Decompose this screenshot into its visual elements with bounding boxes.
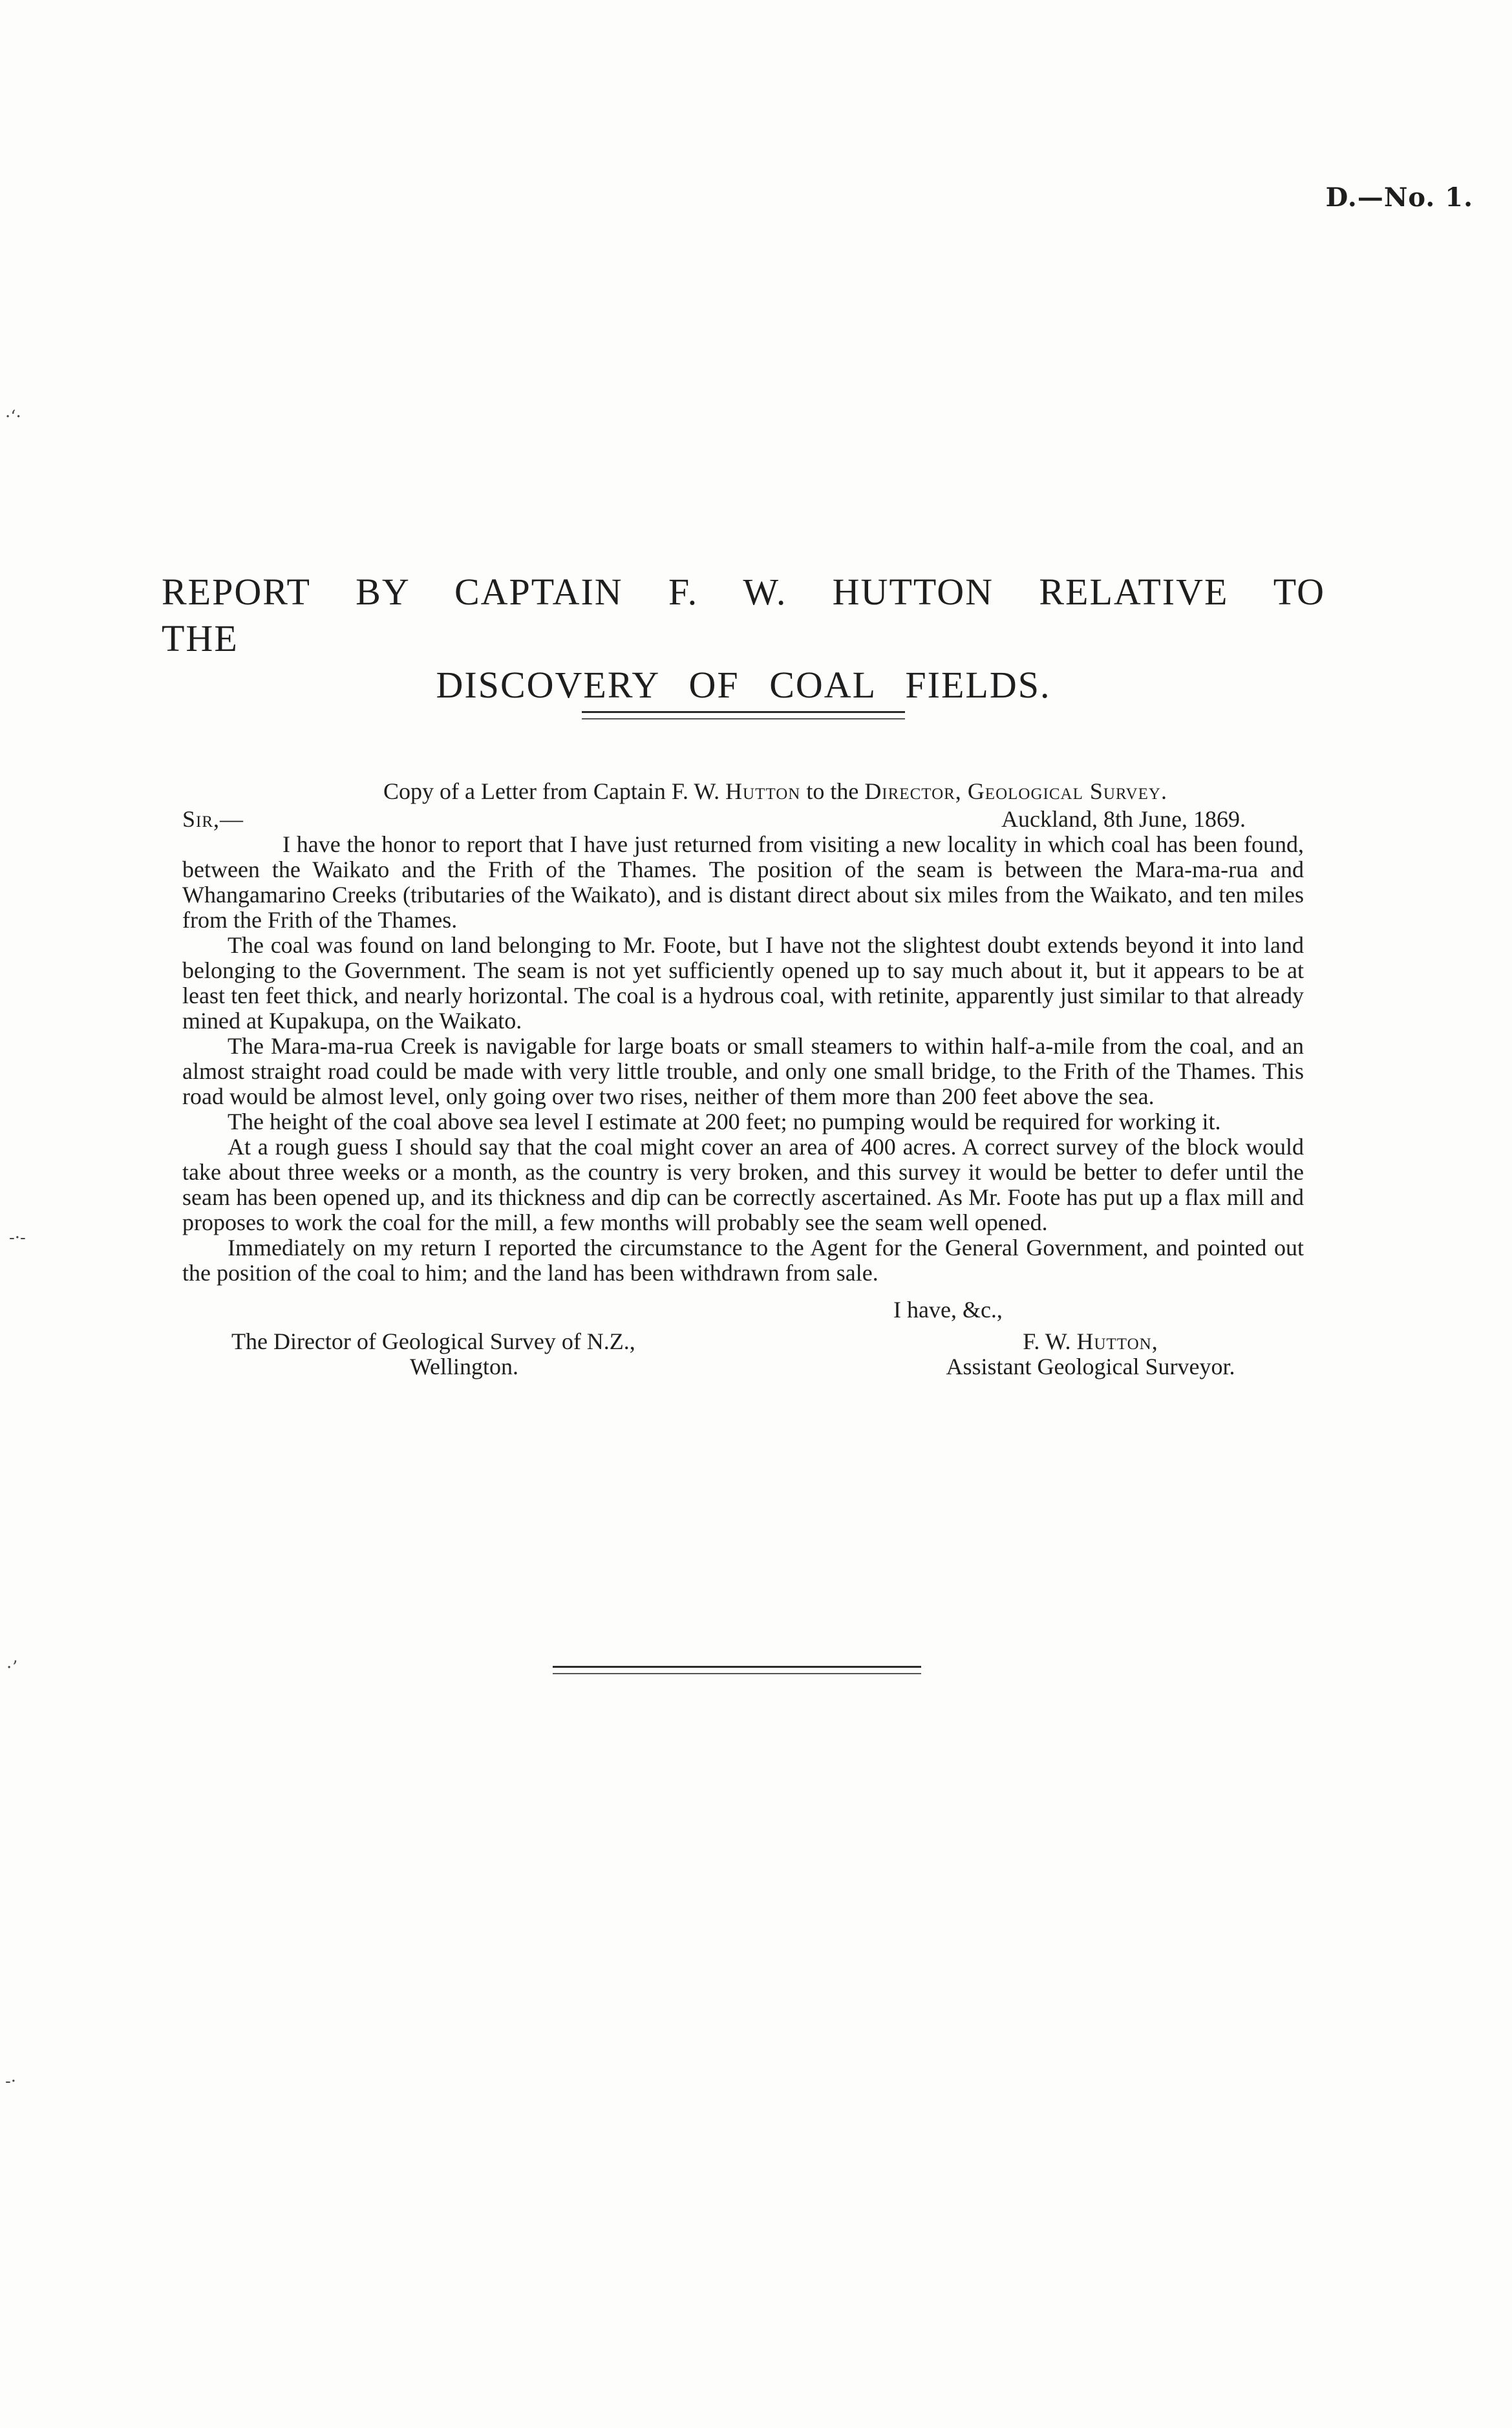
signatory-initials: F. W.	[1023, 1328, 1071, 1354]
paragraph-6: Immediately on my return I reported the circumstance to the Agent for the General Government, and pointed out the position of the coal to him; and the land has been withdrawn from sale.	[182, 1235, 1304, 1286]
document-reference: D.—No. 1.	[1325, 182, 1473, 213]
place-date: Auckland, 8th June, 1869.	[1001, 806, 1246, 832]
paragraph-3: The Mara-ma-rua Creek is navigable for large boats or small steamers to within half-a-mile from the coal, and an almost straight road could be made with very little trouble, and only one small bridge, to the Frith of the Thames. This road would be almost level, only going over two rises, neither of them more than 200 feet above the sea.	[182, 1033, 1304, 1109]
title-line-1: REPORT BY CAPTAIN F. W. HUTTON RELATIVE TO THE	[162, 571, 1325, 659]
report-title	[162, 569, 1325, 708]
closing-row	[182, 1297, 1304, 1323]
letter-caption	[182, 779, 1304, 804]
paragraph-1: I have the honor to report that I have just returned from visiting a new locality in which coal has been found, between the Waikato and the Frith of the Thames. The position of the seam is between the Mara-ma-rua and Whangamarino Creeks (tributaries of the Waikato), and is distant direct about six miles from the Waikato, and ten miles from the Frith of the Thames.	[182, 831, 1304, 933]
title-divider	[582, 711, 905, 713]
title-line-2: DISCOVERY OF COAL FIELDS.	[436, 664, 1051, 706]
salutation: Sir,—	[182, 806, 244, 832]
addressee	[231, 1329, 697, 1379]
closing-phrase: I have, &c.,	[893, 1297, 1003, 1323]
caption-text: Copy of a Letter from Captain F. W.	[383, 778, 720, 804]
margin-speck: -·	[5, 2072, 17, 2091]
caption-connector: to the	[806, 778, 859, 804]
paragraph-5: At a rough guess I should say that the coal might cover an area of 400 acres. A correct survey of the block would take about three weeks or a month, as the country is very broken, and this survey it would be better to defer until the seam has been opened up, and its thickness and dip can be correctly ascertained. As Mr. Foote has put up a flax mill and proposes to work the coal for the mill, a few months will probably see the seam well opened.	[182, 1134, 1304, 1235]
signature-block	[182, 1329, 1304, 1387]
signatory-name: Hutton,	[1076, 1328, 1158, 1354]
signatory-name-line	[910, 1329, 1272, 1354]
letter-body	[182, 779, 1304, 1387]
signatory	[910, 1329, 1272, 1379]
end-divider	[553, 1666, 921, 1668]
margin-speck: -·-	[9, 1228, 26, 1248]
caption-department: Geological Survey.	[967, 778, 1167, 804]
salutation-row	[182, 807, 1304, 832]
margin-speck: ·ʻ·	[5, 407, 21, 427]
addressee-title: The Director of Geological Survey of N.Z.,	[231, 1328, 635, 1354]
caption-recipient: Director,	[864, 778, 962, 804]
paragraph-4: The height of the coal above sea level I estimate at 200 feet; no pumping would be required for working it.	[228, 1109, 1221, 1134]
caption-author: Hutton	[725, 778, 801, 804]
signatory-title: Assistant Geological Surveyor.	[946, 1354, 1235, 1379]
margin-speck: ·ʼ	[6, 1658, 17, 1677]
addressee-city: Wellington.	[409, 1354, 519, 1379]
paragraph-2: The coal was found on land belonging to Mr. Foote, but I have not the slightest doubt extends beyond it into land belonging to the Government. The seam is not yet sufficiently opened up to say much about it, but it appears to be at least ten feet thick, and nearly horizontal. The coal is a hydrous coal, with retinite, apparently just similar to that already mined at Kupakupa, on the Waikato.	[182, 932, 1304, 1034]
